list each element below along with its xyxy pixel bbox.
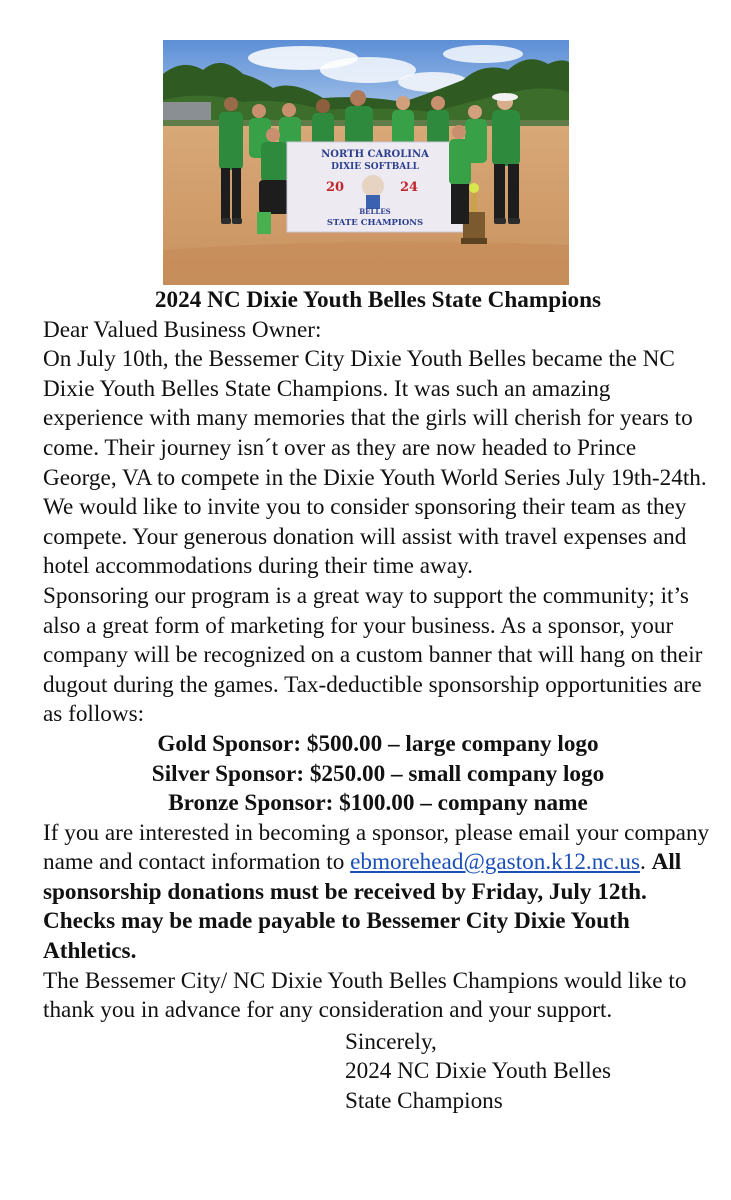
salutation: Dear Valued Business Owner: — [43, 316, 322, 343]
sponsorship-letter — [43, 286, 713, 1117]
banner-line2: DIXIE SOFTBALL — [331, 162, 419, 172]
letter-title: 2024 NC Dixie Youth Belles State Champions — [154, 287, 602, 313]
closing-line-1: Sincerely, — [345, 1028, 437, 1055]
banner-line4: STATE CHAMPIONS — [326, 218, 424, 228]
paragraph-contact — [43, 819, 713, 967]
deadline-notice: All sponsorship donations must be received by Friday, July 12th. Checks may be made payable to Bessemer City Dixie Youth Athletics. — [43, 849, 682, 965]
paragraph-announcement: On July 10th, the Bessemer City Dixie Youth Belles became the NC Dixie Youth Belles State Champions. It was such an amazing experience with many memories that the girls will cherish for years to come. Their journey isn´t over as they are now headed to Prince George, VA to compete in the Dixie Youth World Series July 19th-24th. We would like to invite you to consider sponsoring their team as they compete. Your generous donation will assist with travel expenses and hotel accommodations during their time away. — [43, 346, 707, 580]
paragraph-sponsorship-benefits: Sponsoring our program is a great way to support the community; it’s also a great form of marketing for your business. As a sponsor, your company will be recognized on a custom banner that will hang on their dugout during the games. Tax-deductible sponsorship opportunities are as follows: — [43, 582, 703, 728]
sponsor-tier-silver: Silver Sponsor: $250.00 – small company logo — [151, 760, 605, 787]
banner-year-left: 20 — [325, 180, 345, 195]
sponsor-tier-bronze: Bronze Sponsor: $100.00 – company name — [168, 790, 588, 817]
sponsor-tier-gold: Gold Sponsor: $500.00 – large company logo — [157, 730, 599, 757]
closing-line-2: 2024 NC Dixie Youth Belles — [345, 1058, 612, 1085]
paragraph-thanks: The Bessemer City/ NC Dixie Youth Belles Champions would like to thank you in advance for any consideration and your support. — [43, 967, 687, 1024]
contact-intro: If you are interested in becoming a sponsor, please email your company name and contact information to — [43, 819, 710, 876]
contact-period: . — [640, 849, 646, 876]
mascot-icon — [362, 175, 384, 197]
banner-line1: NORTH CAROLINA — [321, 149, 429, 160]
banner-year-right: 24 — [399, 180, 419, 195]
closing-line-3: State Champions — [345, 1088, 503, 1115]
email-link[interactable]: ebmorehead@gaston.k12.nc.us — [350, 849, 641, 876]
banner-line3: BELLES — [359, 207, 391, 216]
team-photo — [163, 40, 569, 285]
